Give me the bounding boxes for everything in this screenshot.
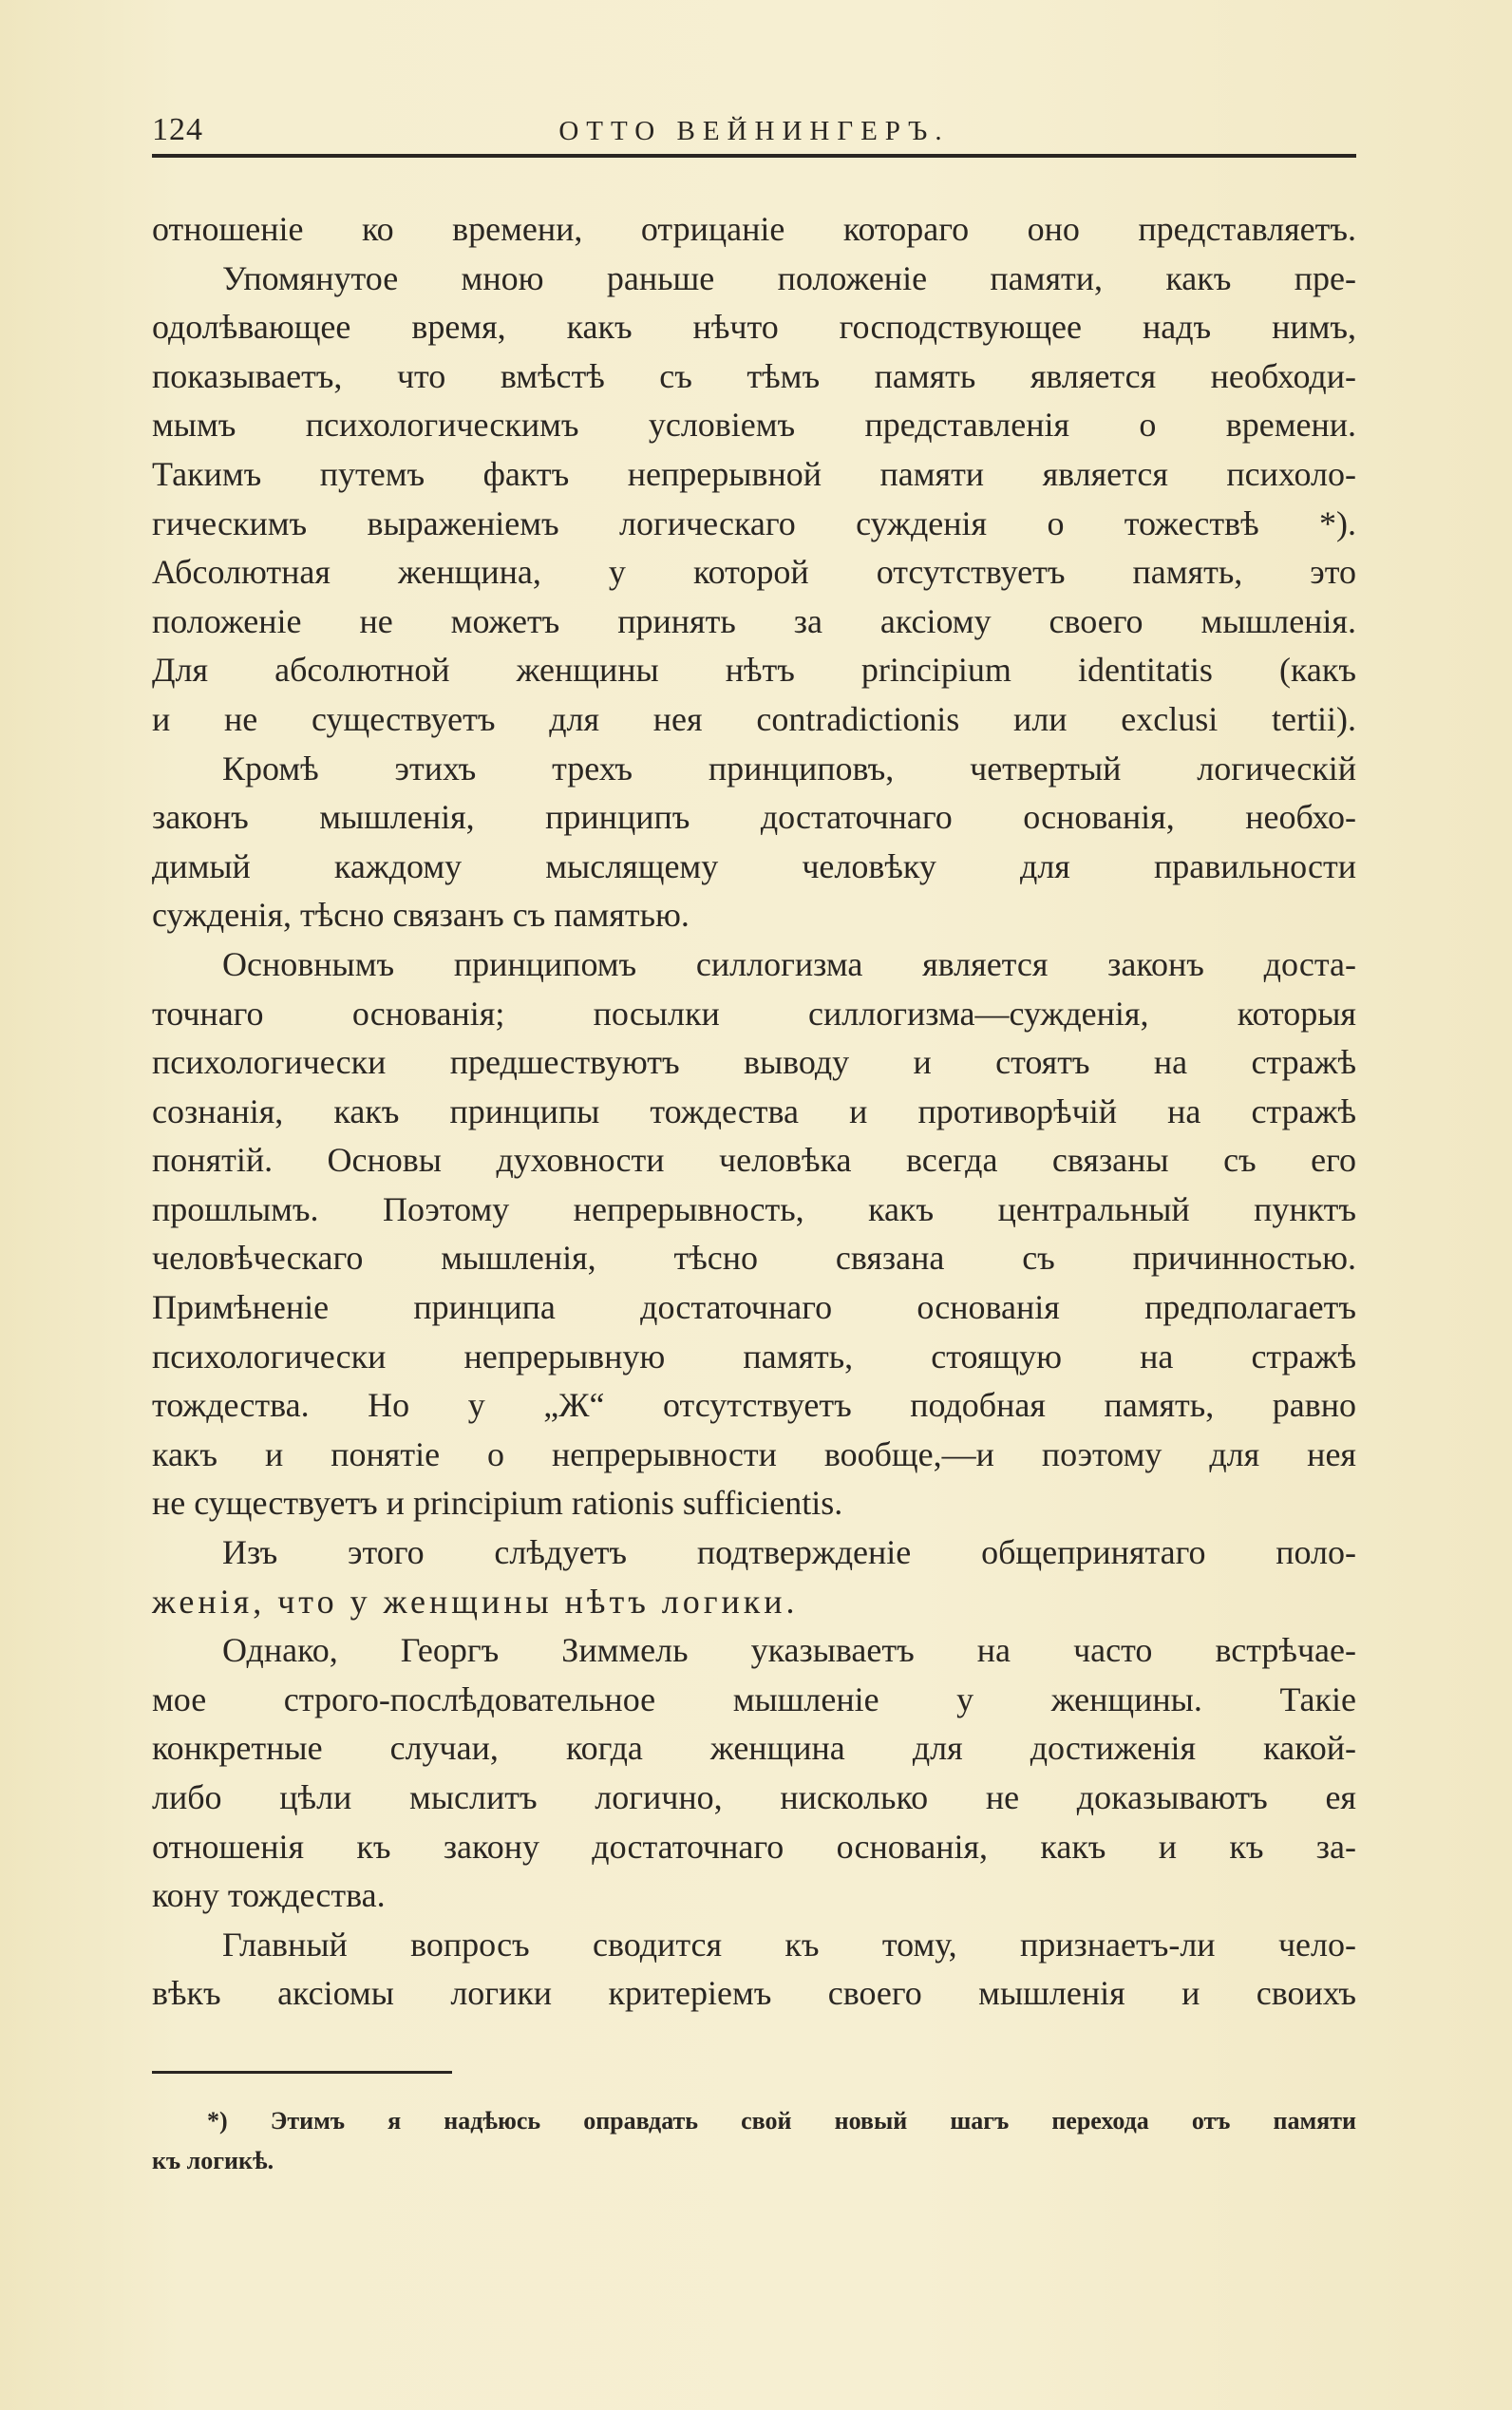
text-line: гическимъ выраженіемъ логическаго сужденія о тожествѣ *).	[152, 503, 1356, 542]
text-line: вѣкъ аксіомы логики критеріемъ своего мышленія и своихъ	[152, 1974, 1356, 2013]
text-line: Основнымъ принципомъ силлогизма является законъ доста-	[222, 944, 1356, 983]
text-line: прошлымъ. Поэтому непрерывность, какъ центральный пунктъ	[152, 1189, 1356, 1228]
header-rule	[152, 154, 1356, 158]
text-line: психологически непрерывную память, стоящую на стражѣ	[152, 1337, 1356, 1376]
text-line: сужденія, тѣсно связанъ съ памятью.	[152, 896, 690, 935]
text-line: димый каждому мыслящему человѣку для правильности	[152, 846, 1356, 885]
text-line: Изъ этого слѣдуетъ подтвержденіе общепринятаго поло-	[222, 1533, 1356, 1572]
text-line: либо цѣли мыслитъ логично, нисколько не доказываютъ ея	[152, 1778, 1356, 1816]
text-line: женія, что у женщины нѣтъ логики.	[152, 1582, 799, 1621]
page-header	[152, 112, 1356, 160]
footnote-line: *) Этимъ я надѣюсь оправдать свой новый шагъ перехода отъ памяти	[207, 2107, 1356, 2135]
text-line: не существуетъ и principium rationis sufficientis.	[152, 1484, 843, 1523]
text-line: мымъ психологическимъ условіемъ представленія о времени.	[152, 406, 1356, 445]
text-line: конкретные случаи, когда женщина для достиженія какой-	[152, 1729, 1356, 1768]
text-line: точнаго основанія; посылки силлогизма—сужденія, которыя	[152, 994, 1356, 1033]
text-line: какъ и понятіе о непрерывности вообще,—и поэтому для нея	[152, 1434, 1356, 1473]
text-line: и не существуетъ для нея contradictionis или exclusi tertii).	[152, 699, 1356, 738]
body-text	[152, 205, 1356, 2019]
text-line: Однако, Георгъ Зиммель указываетъ на часто встрѣчае-	[222, 1631, 1356, 1670]
text-line: Абсолютная женщина, у которой отсутствуетъ память, это	[152, 553, 1356, 592]
page-number: 124	[152, 112, 203, 147]
text-line: Главный вопросъ сводится къ тому, признаетъ-ли чело-	[222, 1925, 1356, 1964]
text-line: сознанія, какъ принципы тождества и противорѣчій на стражѣ	[152, 1091, 1356, 1130]
footnote	[152, 2101, 1356, 2181]
text-line: положеніе не можетъ принять за аксіому своего мышленія.	[152, 601, 1356, 640]
text-line: Такимъ путемъ фактъ непрерывной памяти является психоло-	[152, 454, 1356, 493]
text-line: Упомянутое мною раньше положеніе памяти, какъ пре-	[222, 258, 1356, 297]
footnote-rule	[152, 2071, 452, 2074]
running-title: ОТТО ВЕЙНИНГЕРЪ.	[558, 116, 950, 146]
footnote-line: къ логикѣ.	[152, 2147, 274, 2174]
text-line: отношенія къ закону достаточнаго основанія, какъ и къ за-	[152, 1827, 1356, 1866]
text-line: мое строго-послѣдовательное мышленіе у женщины. Такіе	[152, 1679, 1356, 1718]
text-line: психологически предшествуютъ выводу и стоятъ на стражѣ	[152, 1043, 1356, 1082]
text-line: кону тождества.	[152, 1876, 386, 1915]
text-line: законъ мышленія, принципъ достаточнаго основанія, необхо-	[152, 798, 1356, 837]
text-line: Для абсолютной женщины нѣтъ principium identitatis (какъ	[152, 651, 1356, 690]
text-line: показываетъ, что вмѣстѣ съ тѣмъ память является необходи-	[152, 356, 1356, 395]
text-line: Кромѣ этихъ трехъ принциповъ, четвертый логическій	[222, 749, 1356, 788]
text-line: человѣческаго мышленія, тѣсно связана съ причинностью.	[152, 1239, 1356, 1278]
text-line: Примѣненіе принципа достаточнаго основанія предполагаетъ	[152, 1288, 1356, 1327]
text-line: понятій. Основы духовности человѣка всегда связаны съ его	[152, 1141, 1356, 1180]
text-line: тождества. Но у „Ж“ отсутствуетъ подобная память, равно	[152, 1386, 1356, 1425]
text-line: отношеніе ко времени, отрицаніе котораго оно представляетъ.	[152, 210, 1356, 248]
text-line: одолѣвающее время, какъ нѣчто господствующее надъ нимъ,	[152, 308, 1356, 347]
